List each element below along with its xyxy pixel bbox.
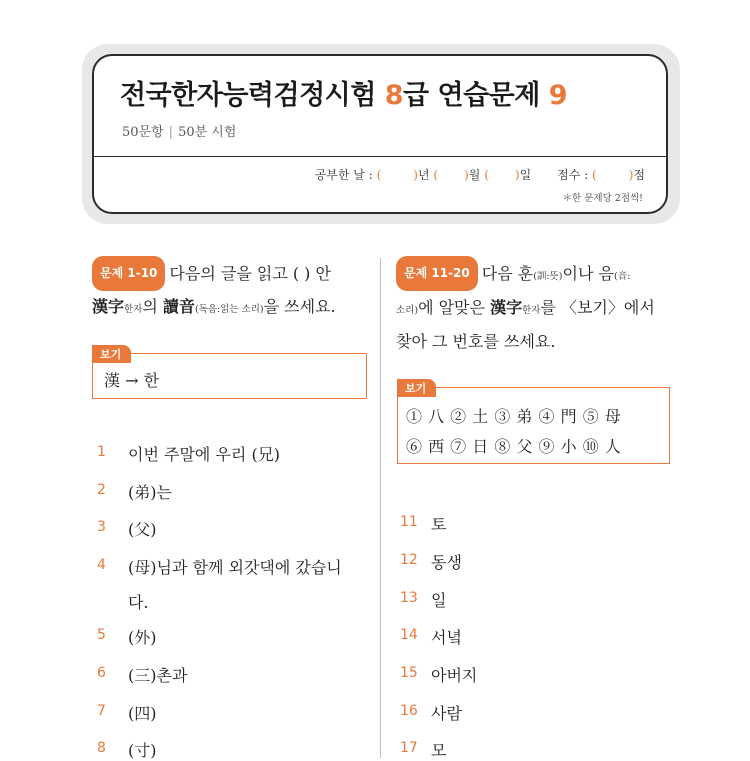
header-divider: [94, 156, 666, 157]
example-tag-a: 보기: [92, 345, 131, 363]
exercise-number: 9: [548, 80, 568, 111]
section-a-badge: 문제 1-10: [92, 256, 165, 291]
column-divider: [380, 258, 381, 758]
page-title: 전국한자능력검정시험 8급 연습문제 9: [120, 80, 568, 111]
study-date-line: 공부한 날 : ( )년 ( )월 ( )일 점수 : ( )점: [314, 168, 645, 182]
section-a-instructions: 문제 1-10 다음의 글을 읽고 ( ) 안 漢字한자의 讀音(독음:읽는 소리)을 쓰세요.: [92, 256, 372, 325]
example-text-a: 漢 → 한: [104, 371, 160, 390]
section-b-badge: 문제 11-20: [396, 256, 478, 291]
grade-number: 8: [384, 80, 404, 111]
choices-tag: 보기: [397, 379, 436, 397]
page-subtitle: 50문항 | 50분 시험: [122, 125, 237, 140]
section-b-instructions: 문제 11-20 다음 훈(訓:뜻)이나 음(音: 소리)에 알맞은 漢字한자를 〈보기〉에서 찾아 그 번호를 쓰세요.: [396, 256, 681, 357]
score-note: ＊한 문제당 2점씩!: [562, 193, 643, 204]
choices-row-2: ⑥ 西 ⑦ 日 ⑧ 父 ⑨ 小 ⑩ 人: [406, 437, 622, 456]
choices-row-1: ① 八 ② 土 ③ 弟 ④ 門 ⑤ 母: [406, 407, 622, 426]
